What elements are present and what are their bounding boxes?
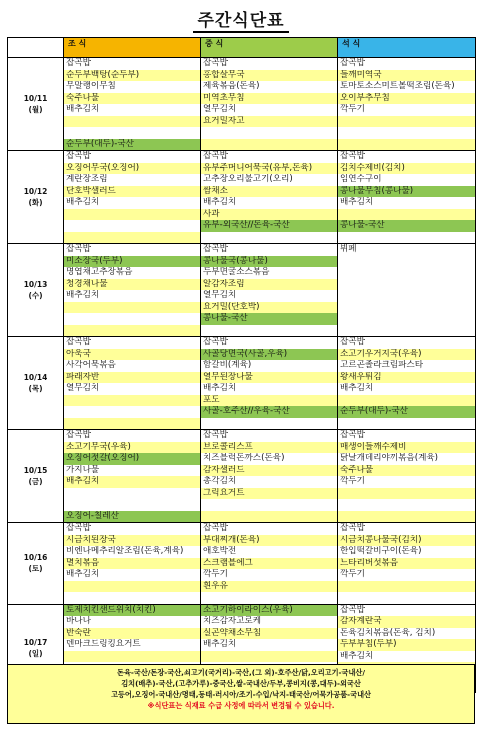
menu-item	[201, 499, 337, 511]
menu-item: 왕새우튀김	[338, 372, 475, 384]
menu-item: 배추김치	[338, 383, 475, 395]
menu-item	[338, 581, 475, 593]
menu-item: 요거밀(단호박)	[201, 302, 337, 314]
warning-note: ※식단표는 식재료 수급 사정에 따라서 변경될 수 있습니다.	[147, 701, 335, 710]
menu-item: 소고기무국(우육)	[64, 442, 200, 454]
menu-item: 아욱국	[64, 349, 200, 361]
menu-item: 한입떡갈비구이(돈육)	[338, 546, 475, 558]
menu-item: 배추김치	[338, 197, 475, 209]
dinner-cell	[338, 430, 476, 523]
menu-item	[338, 499, 475, 511]
lunch-cell	[201, 523, 338, 605]
menu-item	[338, 256, 475, 268]
menu-item: 유부주머니어묵국(유부,돈육)	[201, 163, 337, 175]
day-of-week: (월)	[28, 105, 43, 114]
menu-item: 소고기우거지국(우육)	[338, 349, 475, 361]
date-label: 10/11	[23, 94, 48, 103]
menu-item	[338, 302, 475, 314]
menu-item: 파래자반	[64, 372, 200, 384]
lunch-cell	[201, 58, 338, 151]
menu-item: 치즈블럭돈까스(돈육)	[201, 453, 337, 465]
header-row	[8, 38, 476, 58]
menu-item: 배추김치	[64, 476, 200, 488]
menu-item: 잡곡밥	[64, 58, 200, 70]
menu-item: 들깨미역국	[338, 70, 475, 82]
menu-item: 멸치볶음	[64, 558, 200, 570]
menu-item: 미역초무침	[201, 93, 337, 105]
menu-item	[338, 395, 475, 407]
note-line: 김치(배추)-국산,(고추가루)-중국산,쌀-국내산/두부,콩비지(콩,대두)-외국산	[121, 679, 361, 688]
menu-table	[7, 37, 476, 693]
menu-item	[64, 651, 200, 663]
menu-item: 잡곡밥	[338, 151, 475, 163]
header-breakfast: 조 식	[64, 38, 201, 58]
menu-item: 배추김치	[201, 639, 337, 651]
day-of-week: (토)	[28, 564, 43, 574]
menu-item	[64, 581, 200, 593]
menu-item: 잡곡밥	[64, 430, 200, 442]
menu-item	[201, 127, 337, 139]
lunch-cell	[201, 151, 338, 244]
menu-item: 잡곡밥	[201, 430, 337, 442]
menu-item: 무말랭이무침	[64, 81, 200, 93]
breakfast-cell	[64, 58, 201, 151]
menu-item: 깍두기	[338, 476, 475, 488]
menu-item: 배추김치	[201, 383, 337, 395]
menu-item	[64, 116, 200, 128]
menu-item: 깍두기	[338, 569, 475, 581]
menu-item	[64, 302, 200, 314]
menu-item: 열무김치	[201, 290, 337, 302]
day-row	[8, 523, 476, 605]
menu-item: 잡곡밥	[201, 151, 337, 163]
menu-item: 순두부(대두)-국산	[64, 139, 200, 151]
date-label: 10/13	[23, 280, 48, 289]
menu-item: 두부부침(두부)	[338, 639, 475, 651]
menu-item: 그릭요거트	[201, 488, 337, 500]
day-of-week: (화)	[28, 198, 43, 207]
menu-item: 반숙란	[64, 628, 200, 640]
menu-item: 홍합살무국	[201, 70, 337, 82]
menu-item: 가지나물	[64, 465, 200, 477]
date-cell	[8, 523, 64, 605]
menu-item	[201, 592, 337, 604]
menu-item: 시금치된장국	[64, 535, 200, 547]
menu-item: 미소장국(두부)	[64, 256, 200, 268]
menu-item: 고르곤졸라크림파스타	[338, 360, 475, 372]
menu-item: 열무김치	[201, 104, 337, 116]
header-date	[8, 38, 64, 58]
menu-item: 돈육김치볶음(돈육, 김치)	[338, 628, 475, 640]
menu-item	[64, 313, 200, 325]
page-title: 주간식단표	[0, 6, 482, 31]
date-cell	[8, 244, 64, 337]
menu-item: 느타리버섯볶음	[338, 558, 475, 570]
menu-item: 배추김치	[64, 290, 200, 302]
breakfast-cell	[64, 337, 201, 430]
menu-item: 덴마크드링킹요거트	[64, 639, 200, 651]
menu-item: 사각어묵볶음	[64, 360, 200, 372]
menu-item	[338, 488, 475, 500]
menu-item: 잡곡밥	[201, 337, 337, 349]
dinner-cell	[338, 244, 476, 337]
menu-item: 닭날개데리야끼볶음(계육)	[338, 453, 475, 465]
menu-item: 숙주나물	[64, 93, 200, 105]
menu-item: 계란장조림	[64, 174, 200, 186]
date-cell	[8, 337, 64, 430]
dinner-cell	[338, 523, 476, 605]
menu-item: 잡곡밥	[338, 605, 475, 617]
date-label: 10/16	[23, 553, 48, 563]
menu-item: 스크램블에그	[201, 558, 337, 570]
menu-item: 소고기하이라이스(우육)	[201, 605, 337, 617]
menu-item: 배추김치	[338, 651, 475, 663]
menu-item: 잡곡밥	[64, 151, 200, 163]
menu-item	[64, 395, 200, 407]
menu-item: 총각김치	[201, 476, 337, 488]
menu-item: 감자샐러드	[201, 465, 337, 477]
lunch-cell	[201, 244, 338, 337]
menu-item: 브로콜리스프	[201, 442, 337, 454]
menu-item: 배추김치	[201, 197, 337, 209]
menu-item: 알감자조림	[201, 279, 337, 291]
dinner-cell	[338, 337, 476, 430]
menu-item: 콩나물-국산	[338, 220, 475, 232]
menu-item: 잡곡밥	[338, 523, 475, 535]
menu-item: 사과	[201, 209, 337, 221]
breakfast-cell	[64, 430, 201, 523]
menu-item: 배추김치	[64, 569, 200, 581]
menu-item: 배추김치	[64, 197, 200, 209]
menu-item	[64, 406, 200, 418]
menu-item: 부대찌개(돈육)	[201, 535, 337, 547]
menu-item	[64, 220, 200, 232]
menu-item: 잡곡밥	[201, 244, 337, 256]
breakfast-cell	[64, 244, 201, 337]
menu-item	[64, 592, 200, 604]
date-label: 10/12	[23, 187, 48, 196]
menu-item: 비엔나메추리알조림(돈육,계육)	[64, 546, 200, 558]
menu-item: 잡곡밥	[201, 58, 337, 70]
menu-item: 청경채나물	[64, 279, 200, 291]
menu-item: 유부-외국산//돈육-국산	[201, 220, 337, 232]
menu-item: 포도	[201, 395, 337, 407]
menu-item: 잡곡밥	[64, 244, 200, 256]
menu-item: 감자계란국	[338, 616, 475, 628]
menu-item: 두부면굴소스볶음	[201, 267, 337, 279]
lunch-cell	[201, 430, 338, 523]
menu-item: 순두부백탕(순두부)	[64, 70, 200, 82]
date-cell	[8, 58, 64, 151]
menu-item	[338, 511, 475, 523]
date-cell	[8, 430, 64, 523]
day-row	[8, 244, 476, 337]
menu-item: 임연수구이	[338, 174, 475, 186]
header-lunch: 중 식	[201, 38, 338, 58]
menu-item	[201, 651, 337, 663]
menu-item: 뷔페	[338, 244, 475, 256]
menu-item: 콩나물국(콩나물)	[201, 256, 337, 268]
menu-item: 깍두기	[338, 104, 475, 116]
menu-item	[338, 209, 475, 221]
menu-item: 사골-호주산//우육-국산	[201, 406, 337, 418]
date-label: 10/15	[23, 466, 48, 475]
menu-item: 오징어젓갈(오징어)	[64, 453, 200, 465]
menu-item: 토마토소스미트볼떡조림(돈육)	[338, 81, 475, 93]
day-row	[8, 337, 476, 430]
menu-item	[64, 499, 200, 511]
menu-item: 순두부(대두)-국산	[338, 406, 475, 418]
menu-item: 실곤약채소무침	[201, 628, 337, 640]
note-line: 고등어,오징어-국내산/명태,동태-러시아/조기-수입/낙지-태국산/어묵가공품-국내산	[110, 690, 371, 699]
menu-item: 깍두기	[201, 569, 337, 581]
dinner-cell	[338, 151, 476, 244]
menu-item: 잡곡밥	[338, 337, 475, 349]
menu-item: 잡곡밥	[201, 523, 337, 535]
day-of-week: (목)	[28, 384, 43, 393]
day-row	[8, 58, 476, 151]
menu-item	[338, 313, 475, 325]
menu-item	[338, 116, 475, 128]
menu-item	[338, 290, 475, 302]
date-cell	[8, 151, 64, 244]
breakfast-cell	[64, 523, 201, 605]
menu-item	[338, 325, 475, 337]
menu-item: 잡곡밥	[64, 523, 200, 535]
menu-item: 열무된장나물	[201, 372, 337, 384]
menu-item: 콩나물-국산	[201, 313, 337, 325]
menu-item: 시금치콩나물국(김치)	[338, 535, 475, 547]
menu-item: 바나나	[64, 616, 200, 628]
menu-item: 요거밀자고	[201, 116, 337, 128]
menu-item: 잡곡밥	[64, 337, 200, 349]
menu-item: 숙주나물	[338, 465, 475, 477]
day-of-week: (금)	[28, 477, 43, 486]
menu-item: 매생이들깨수제비	[338, 442, 475, 454]
menu-item: 오징어무국(오징어)	[64, 163, 200, 175]
menu-item	[64, 418, 200, 430]
menu-item: 잡곡밥	[338, 58, 475, 70]
menu-item: 제육볶음(돈육)	[201, 81, 337, 93]
menu-item: 토제치킨샌드위치(치킨)	[64, 605, 200, 617]
menu-item: 단호박샐러드	[64, 186, 200, 198]
menu-item	[338, 139, 475, 151]
breakfast-cell	[64, 151, 201, 244]
notes-box	[7, 664, 475, 724]
menu-item: 쌈채소	[201, 186, 337, 198]
day-of-week: (수)	[28, 291, 43, 300]
day-of-week: (일)	[28, 649, 43, 658]
menu-item: 사골당면국(사골,우육)	[201, 349, 337, 361]
menu-item	[64, 325, 200, 337]
menu-item	[338, 279, 475, 291]
lunch-cell	[201, 337, 338, 430]
menu-item: 오이부추무침	[338, 93, 475, 105]
menu-item: 열무김치	[64, 383, 200, 395]
menu-item	[338, 592, 475, 604]
date-label: 10/14	[23, 373, 48, 382]
menu-item: 치즈감자고로케	[201, 616, 337, 628]
day-row	[8, 430, 476, 523]
menu-item	[338, 127, 475, 139]
menu-item	[64, 488, 200, 500]
header-dinner: 석 식	[338, 38, 476, 58]
menu-item: 콩나물무침(콩나물)	[338, 186, 475, 198]
day-row	[8, 151, 476, 244]
menu-item: 흰우유	[201, 581, 337, 593]
menu-item	[201, 511, 337, 523]
menu-item: 명엽채고추장볶음	[64, 267, 200, 279]
menu-item: 잡곡밥	[338, 430, 475, 442]
menu-item: 함갈비(계육)	[201, 360, 337, 372]
menu-item: 배추김치	[64, 104, 200, 116]
menu-item	[201, 139, 337, 151]
menu-item	[64, 209, 200, 221]
menu-item	[64, 127, 200, 139]
menu-item	[338, 267, 475, 279]
dinner-cell	[338, 58, 476, 151]
menu-item	[64, 232, 200, 244]
menu-item: 애호박전	[201, 546, 337, 558]
menu-item: 고추장오리불고기(오리)	[201, 174, 337, 186]
menu-item: 오징어-칠레산	[64, 511, 200, 523]
date-label: 10/17	[23, 638, 48, 647]
menu-item: 김치수제비(김치)	[338, 163, 475, 175]
note-line: 돈육-국산/돈장-국산,쇠고기(국거리)-국산,(그 외)-호주산/닭,오리고기-국내산/	[117, 668, 365, 677]
